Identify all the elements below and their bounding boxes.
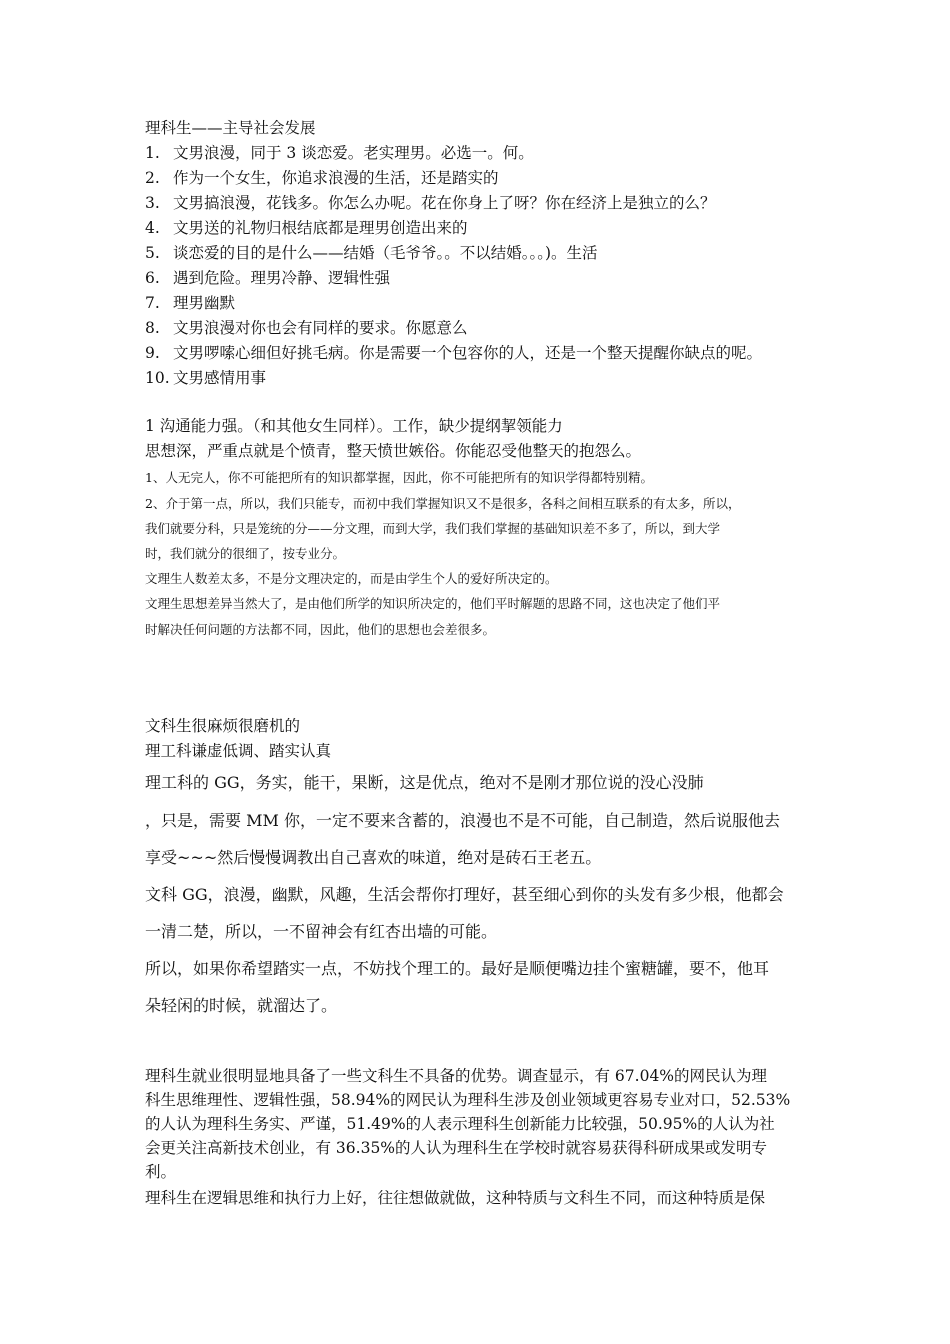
list-item-text: 文男搞浪漫，花钱多。你怎么办呢。花在你身上了呀？你在经济上是独立的么？: [173, 194, 716, 212]
paragraph-line: 文科生很麻烦很磨机的: [145, 717, 301, 735]
list-item: [145, 243, 598, 263]
small-paragraph-line: 时，我们就分的很细了，按专业分。: [145, 546, 346, 561]
small-paragraph-line: 1、人无完人，你不可能把所有的知识都掌握，因此，你不可能把所有的知识学得都特别精。: [145, 470, 653, 485]
list-item-number: 1.: [145, 144, 160, 162]
list-item-text: 谈恋爱的目的是什么——结婚（毛爷爷。。不以结婚。。。)。生活: [173, 244, 598, 262]
paragraph-line: 文科 GG，浪漫，幽默，风趣，生活会帮你打理好，甚至细心到你的头发有多少根，他都会: [145, 885, 784, 904]
list-item-text: 作为一个女生，你追求浪漫的生活，还是踏实的: [173, 169, 499, 187]
list-item-number: 4.: [145, 219, 160, 237]
list-item-text: 理男幽默: [173, 294, 236, 312]
section-title: 理科生——主导社会发展: [145, 119, 316, 137]
paragraph-line: 理工科的 GG，务实，能干，果断，这是优点，绝对不是刚才那位说的没心没肺: [145, 773, 704, 792]
paragraph-line: 一清二楚，所以，一不留神会有红杏出墙的可能。: [145, 922, 498, 941]
list-item-number: 10.: [145, 369, 170, 387]
small-paragraph-line: 时解决任何问题的方法都不同，因此，他们的思想也会差很多。: [145, 622, 496, 637]
list-item-text: 文男浪漫，同于 3 谈恋爱。老实理男。必选一。何。: [173, 144, 534, 162]
list-item: [145, 143, 534, 163]
small-paragraph-line: 我们就要分科，只是笼统的分——分文理，而到大学，我们我们掌握的基础知识差不多了，所以，到大学: [145, 521, 721, 536]
list-item: [145, 293, 235, 313]
paragraph-line: 1 沟通能力强。（和其他女生同样）。工作，缺少提纲挈领能力: [145, 417, 563, 435]
list-item-number: 7.: [145, 294, 160, 312]
list-item: [145, 343, 762, 363]
list-item: [145, 168, 499, 188]
small-paragraph-line: 文理生思想差异当然大了，是由他们所学的知识所决定的，他们平时解题的思路不同，这也决定了他们平: [145, 596, 721, 611]
paragraph-line: 朵轻闲的时候，就溜达了。: [145, 996, 338, 1015]
list-item-text: 文男啰嗦心细但好挑毛病。你是需要一个包容你的人，还是一个整天提醒你缺点的呢。: [173, 344, 763, 362]
paragraph-line: 所以，如果你希望踏实一点，不妨找个理工的。最好是顺便嘴边挂个蜜糖罐，要不，他耳: [145, 959, 770, 978]
paragraph-line: 理科生就业很明显地具备了一些文科生不具备的优势。调查显示，有 67.04%的网民认为理: [145, 1067, 768, 1085]
list-item: [145, 193, 716, 213]
paragraph-line: 思想深，严重点就是个愤青，整天愤世嫉俗。你能忍受他整天的抱怨么。: [145, 442, 642, 460]
paragraph-line: 科生思维理性、逻辑性强，58.94%的网民认为理科生涉及创业领域更容易专业对口，52.53%: [145, 1091, 791, 1109]
list-item-number: 9.: [145, 344, 160, 362]
paragraph-line: 理科生在逻辑思维和执行力上好，往往想做就做，这种特质与文科生不同，而这种特质是保: [145, 1189, 766, 1207]
list-item: [145, 268, 390, 288]
list-item-number: 8.: [145, 319, 160, 337]
paragraph-line: 利。: [145, 1163, 177, 1181]
list-item: [145, 218, 468, 238]
paragraph-line: 的人认为理科生务实、严谨，51.49%的人表示理科生创新能力比较强，50.95%的人认为社: [145, 1115, 775, 1133]
list-item-number: 3.: [145, 194, 160, 212]
paragraph-line: 理工科谦虚低调、踏实认真: [145, 742, 332, 760]
small-paragraph-line: 文理生人数差太多，不是分文理决定的，而是由学生个人的爱好所决定的。: [145, 571, 558, 586]
paragraph-line: ，只是，需要 MM 你，一定不要来含蓄的，浪漫也不是不可能，自己制造，然后说服他去: [145, 811, 780, 830]
list-item-number: 2.: [145, 169, 160, 187]
list-item-text: 文男浪漫对你也会有同样的要求。你愿意么: [173, 319, 468, 337]
list-item: [145, 368, 266, 388]
small-paragraph-line: 2、介于第一点，所以，我们只能专，而初中我们掌握知识又不是很多，各科之间相互联系的有太多，所以，: [145, 496, 741, 511]
list-item-text: 遇到危险。理男冷静、逻辑性强: [173, 269, 391, 287]
list-item-text: 文男送的礼物归根结底都是理男创造出来的: [173, 219, 468, 237]
list-item-number: 5.: [145, 244, 160, 262]
list-item-text: 文男感情用事: [173, 369, 267, 387]
list-item: [145, 318, 468, 338]
paragraph-line: 享受~~~然后慢慢调教出自己喜欢的味道，绝对是砖石王老五。: [145, 848, 602, 867]
list-item-number: 6.: [145, 269, 160, 287]
paragraph-line: 会更关注高新技术创业，有 36.35%的人认为理科生在学校时就容易获得科研成果或发明专: [145, 1139, 768, 1157]
